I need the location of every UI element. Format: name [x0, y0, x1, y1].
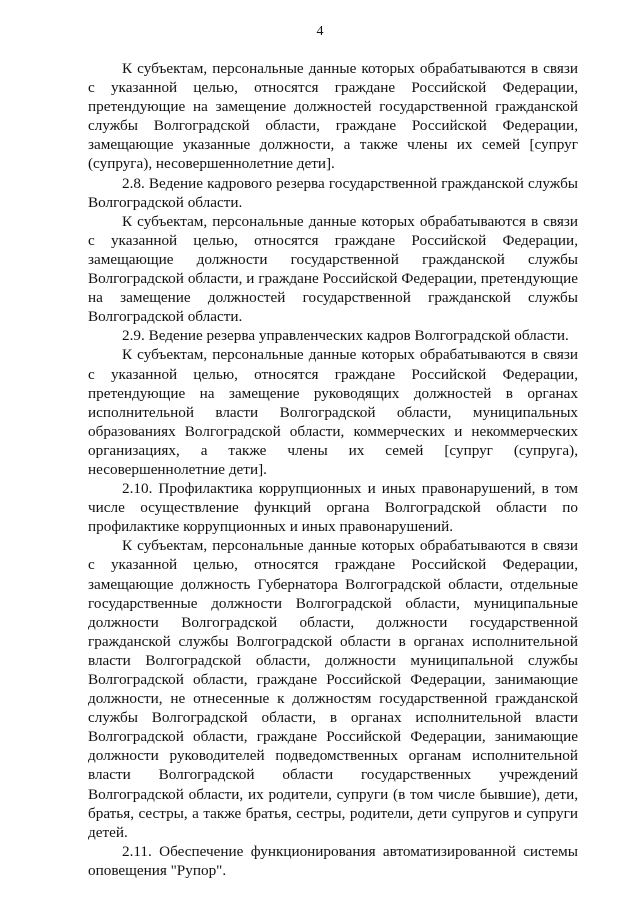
- paragraph-subjects-management-reserve: К субъектам, персональные данные которых обрабатываются в связи с указанной целью, относятся граждане Российской Федерации, претендующие на замещение руководящих должностей в органах исполнительной власти Волгоградской области, муниципальных образованиях Волгоградской области, коммерческих и некоммерческих организациях, а также члены их семей [супруг (супруга), несовершеннолетние дети].: [88, 346, 578, 478]
- heading-2-9-management-reserve: 2.9. Ведение резерва управленческих кадров Волгоградской области.: [122, 327, 569, 345]
- paragraph-subjects-personnel-reserve: К субъектам, персональные данные которых обрабатываются в связи с указанной целью, относятся граждане Российской Федерации, замещающие должности государственной гражданской службы Волгоградской области, и граждане Российской Федерации, претендующие на замещение должностей государственной гражданской службы Волгоградской области.: [88, 212, 578, 326]
- paragraph-subjects-corruption-prevention: К субъектам, персональные данные которых обрабатываются в связи с указанной целью, относятся граждане Российской Федерации, замещающие должность Губернатора Волгоградской области, отдельные государственные должности Волгоградской области, муниципальные должности Волгоградской области, должности государственной гражданской службы Волгоградской области в органах исполнительной власти Волгоградской области, должности муниципальной службы Волгоградской области, граждане Российской Федерации, занимающие должности, не отнесенные к должностям государственной гражданской службы Волгоградской области, в органах исполнительной власти Волгоградской области, граждане Российской Федерации, занимающие должности руководителей подведомственных органам исполнительной власти Волгоградской области государственных учреждений Волгоградской области, их родители, супруги (в том числе бывшие), дети, братья, сестры, а также братья, сестры, родители, дети супругов и супруги детей.: [88, 537, 578, 841]
- document-body: [88, 59, 578, 880]
- paragraph-subjects-civil-service: К субъектам, персональные данные которых обрабатываются в связи с указанной целью, относятся граждане Российской Федерации, претендующие на замещение должностей государственной гражданской службы Волгоградской области, граждане Российской Федерации, замещающие указанные должности, а также члены их семей [супруг (супруга), несовершеннолетние дети].: [88, 60, 578, 173]
- heading-2-8-personnel-reserve: 2.8. Ведение кадрового резерва государственной гражданской службы Волгоградской области.: [88, 174, 578, 211]
- page-number: 4: [316, 24, 324, 39]
- heading-2-10-corruption-prevention: 2.10. Профилактика коррупционных и иных правонарушений, в том числе осуществление функций органа Волгоградской области по профилактике коррупционных и иных правонарушений.: [88, 480, 578, 536]
- heading-2-11-rupor-system: 2.11. Обеспечение функционирования автоматизированной системы оповещения "Рупор".: [88, 842, 578, 879]
